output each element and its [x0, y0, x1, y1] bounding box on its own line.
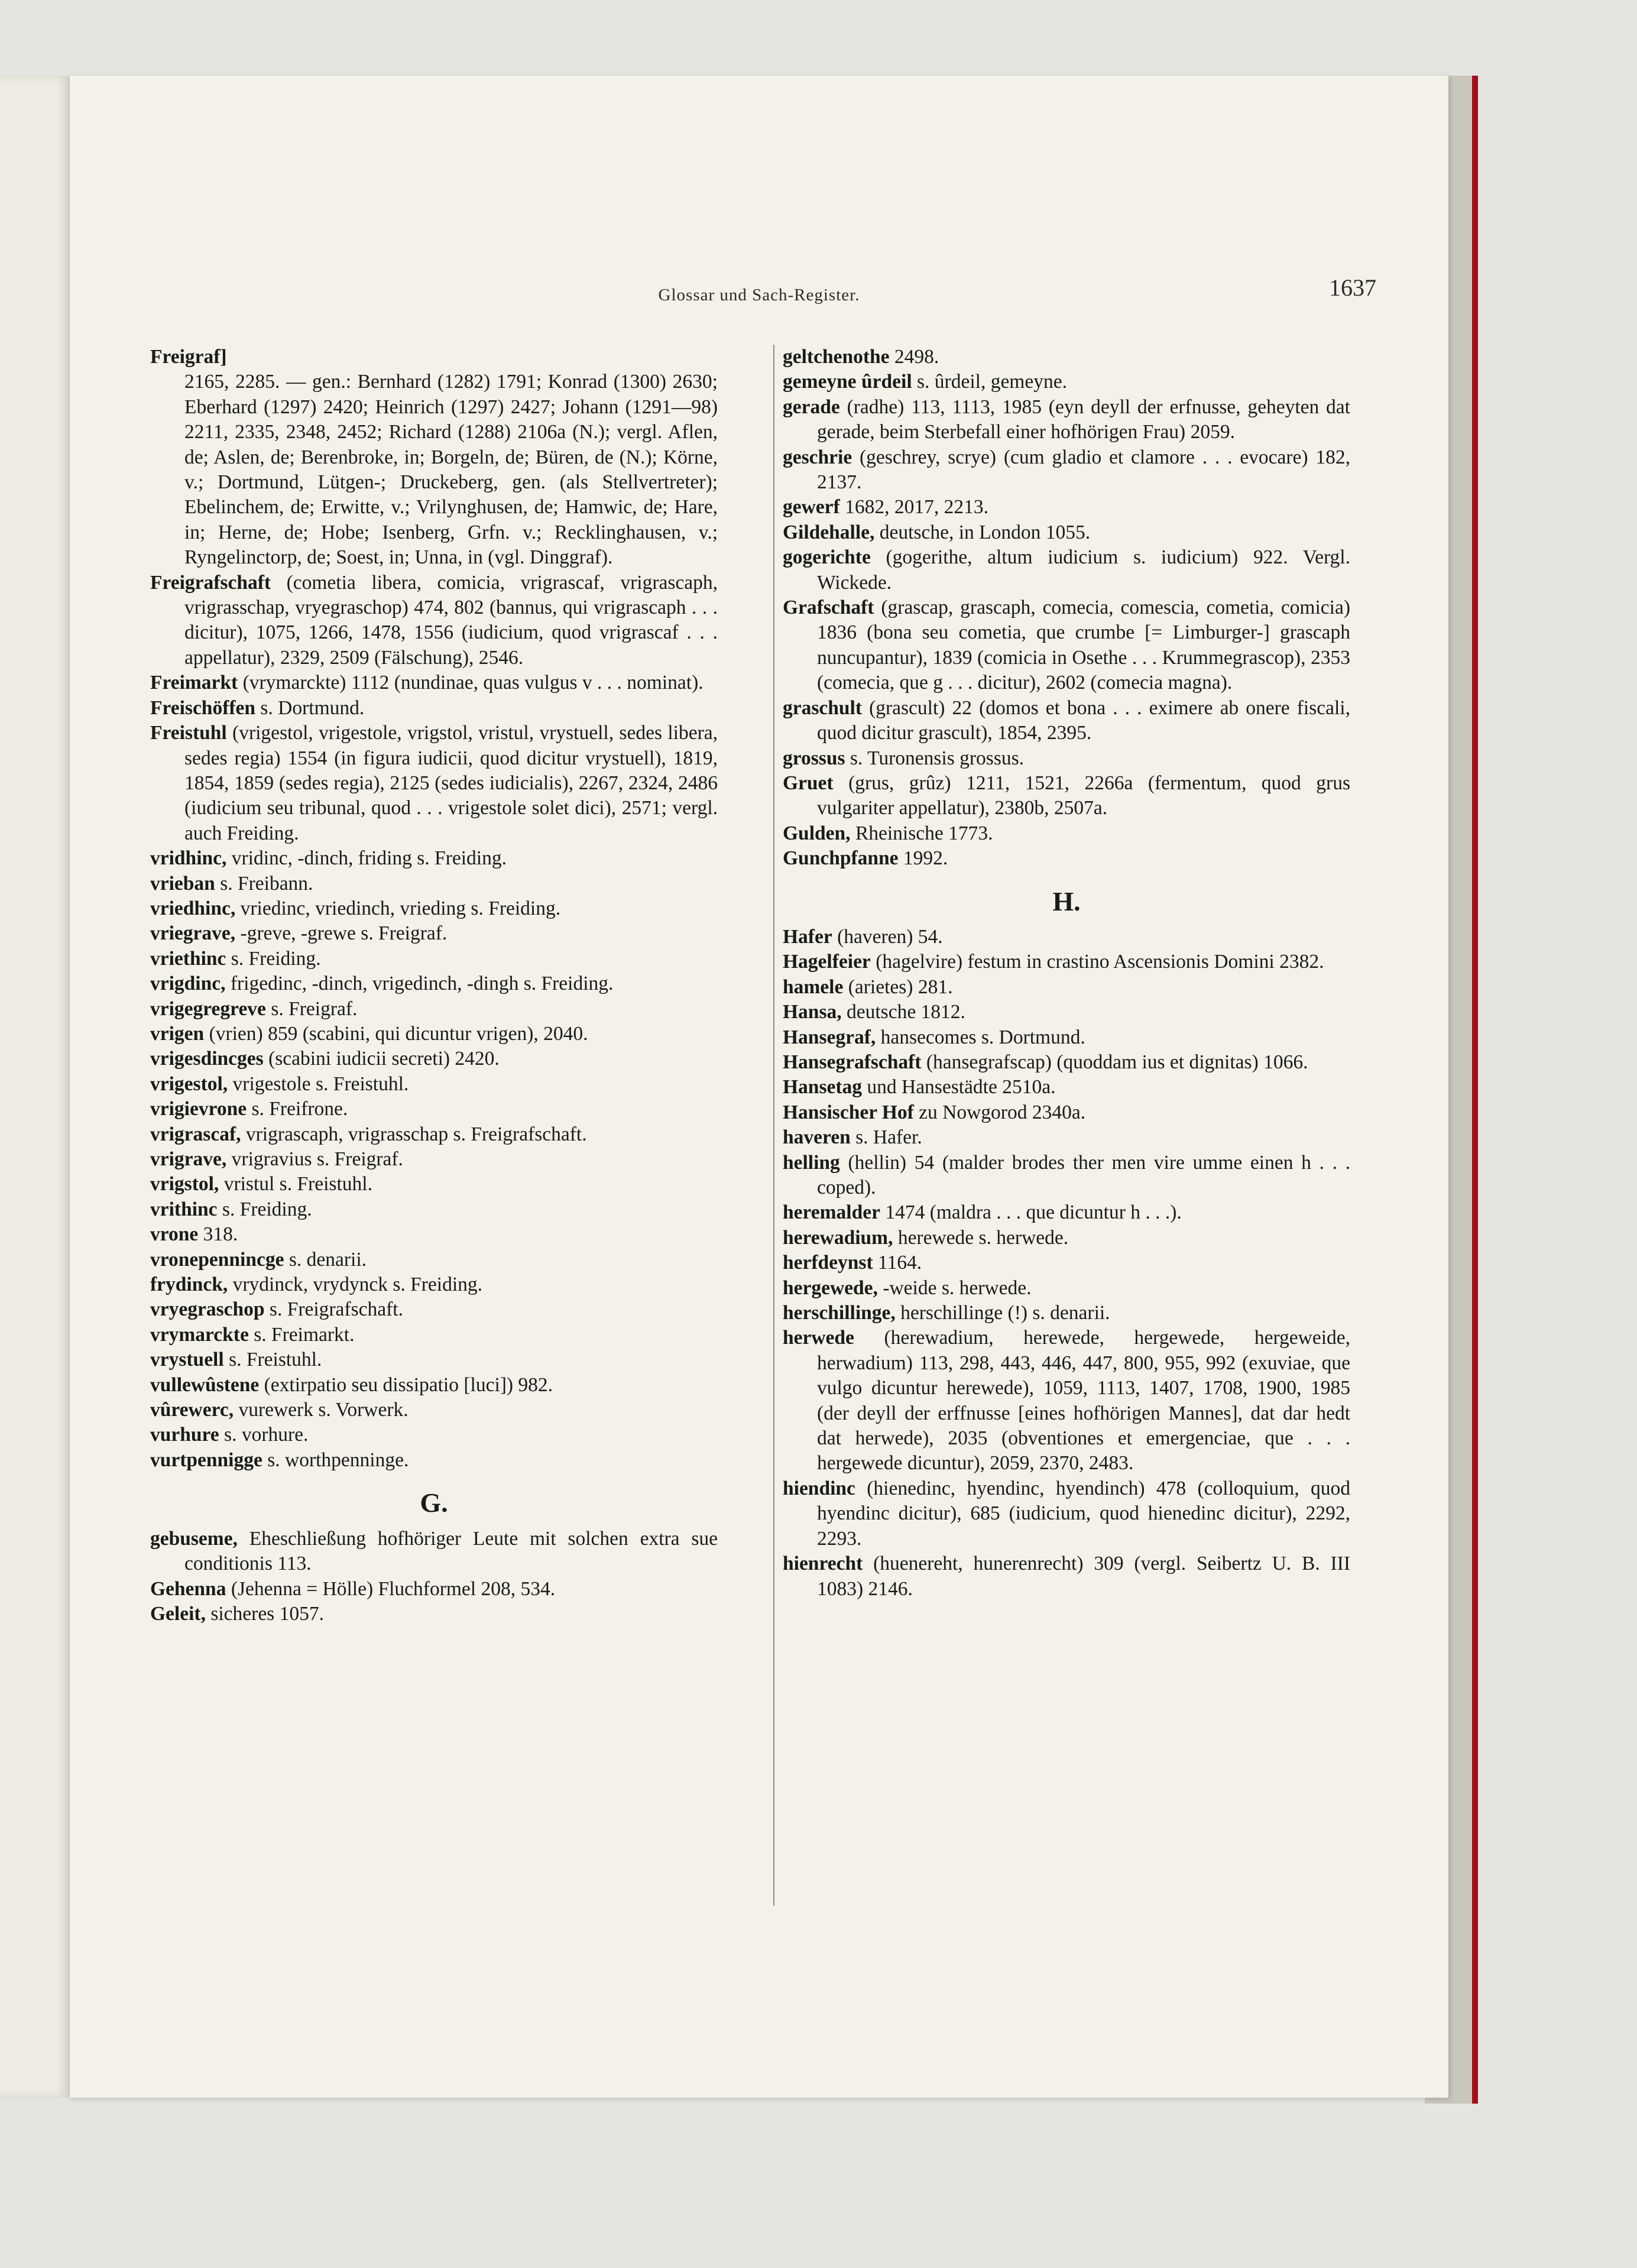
entry-lemma: geltchenothe	[783, 346, 890, 368]
entry-lemma: Hafer	[783, 925, 832, 948]
index-entry	[783, 950, 1350, 974]
index-entry	[150, 871, 718, 896]
entry-text: (herewadium, herewede, hergewede, hergeweide, herwadium) 113, 298, 443, 446, 447, 800, 955, 992 (exuviae, que vulgo dicuntur herewede), 1059, 1113, 1407, 1708, 1900, 1985 (der deyll der erffnusse [eines hofhörigen Mannes], dat dar hedt dat herwede), 2035 (obventiones et emergenciae, que . . . hergewede dicuntur), 2059, 2370, 2483.	[817, 1327, 1350, 1475]
entry-lemma: Hagelfeier	[783, 951, 871, 973]
index-entry	[150, 921, 718, 946]
entry-text: vridinc, -dinch, friding s. Freiding.	[226, 847, 507, 870]
index-entry	[150, 721, 718, 846]
index-entry	[783, 495, 1350, 520]
entry-lemma: vrigrave,	[150, 1148, 227, 1170]
entry-lemma: Gruet	[783, 772, 834, 794]
index-entry	[150, 1323, 718, 1347]
entry-lemma: vrigesdincges	[150, 1048, 264, 1070]
entry-lemma: gogerichte	[783, 546, 871, 569]
entry-text: frigedinc, -dinch, vrigedinch, -dingh s. Freiding.	[225, 973, 614, 995]
entry-lemma: vurtpennigge	[150, 1449, 262, 1471]
column-divider	[773, 345, 774, 1906]
index-entry	[783, 445, 1350, 495]
left-entries-a	[150, 345, 718, 1473]
index-entry	[150, 1577, 718, 1602]
index-entry	[783, 1476, 1350, 1551]
index-entry	[150, 1072, 718, 1097]
entry-lemma: gemeyne ûrdeil	[783, 371, 912, 393]
index-entry	[150, 1297, 718, 1322]
entry-text: s. Freiding.	[226, 947, 321, 970]
index-entry	[783, 395, 1350, 445]
index-entry	[783, 1250, 1350, 1275]
index-entry	[783, 1025, 1350, 1050]
index-entry	[783, 1151, 1350, 1201]
index-entry	[783, 1000, 1350, 1025]
index-entry	[783, 1276, 1350, 1301]
entry-lemma: vrigstol,	[150, 1173, 219, 1195]
entry-lemma: vrymarckte	[150, 1323, 249, 1346]
entry-lemma: frydinck,	[150, 1274, 228, 1296]
entry-text: Eheschließung hofhöriger Leute mit solchen extra sue conditionis 113.	[184, 1527, 718, 1575]
index-entry	[150, 1423, 718, 1447]
entry-lemma: Freigrafschaft	[150, 571, 271, 594]
entry-text: (hagelvire) festum in crastino Ascensionis Domini 2382.	[870, 951, 1324, 973]
index-entry	[783, 520, 1350, 545]
entry-text: s. Dortmund.	[255, 696, 365, 719]
entry-lemma: heremalder	[783, 1201, 880, 1224]
entry-text: (extirpatio seu dissipatio [luci]) 982.	[259, 1373, 553, 1396]
entry-lemma: Grafschaft	[783, 597, 874, 619]
entry-text: und Hansestädte 2510a.	[862, 1076, 1056, 1099]
entry-text: -greve, -grewe s. Freigraf.	[235, 922, 448, 945]
index-entry	[783, 696, 1350, 746]
running-head: Glossar und Sach-Register.	[658, 286, 860, 304]
index-entry	[783, 846, 1350, 871]
index-entry	[783, 925, 1350, 950]
entry-lemma: vullewûstene	[150, 1373, 260, 1396]
entry-lemma: grossus	[783, 747, 845, 769]
entry-text: vristul s. Freistuhl.	[219, 1173, 372, 1195]
index-entry	[783, 771, 1350, 821]
entry-lemma: hergewede,	[783, 1276, 878, 1299]
entry-lemma: herfdeynst	[783, 1252, 873, 1274]
entry-lemma: Freimarkt	[150, 672, 238, 694]
index-entry	[783, 345, 1350, 370]
entry-lemma: hamele	[783, 976, 844, 998]
entry-lemma: vrithinc	[150, 1198, 218, 1220]
entry-lemma: helling	[783, 1151, 840, 1174]
entry-lemma: hiendinc	[783, 1477, 855, 1499]
index-entry	[150, 947, 718, 971]
entry-text: (gogerithe, altum iudicium s. iudicium) 922. Vergl. Wickede.	[817, 546, 1350, 594]
index-entry	[150, 1373, 718, 1398]
entry-text: hansecomes s. Dortmund.	[876, 1026, 1085, 1048]
entry-text: (arietes) 281.	[843, 976, 953, 998]
entry-lemma: vurhure	[150, 1424, 219, 1446]
index-entry	[150, 1222, 718, 1247]
index-entry	[150, 571, 718, 671]
entry-lemma: Hansischer Hof	[783, 1101, 914, 1123]
entry-text: (geschrey, scrye) (cum gladio et clamore . . . evocare) 182, 2137.	[817, 446, 1350, 494]
entry-text: vrigrascaph, vrigrasschap s. Freigrafschaft.	[241, 1123, 587, 1145]
entry-text: (radhe) 113, 1113, 1985 (eyn deyll der erfnusse, geheyten dat gerade, beim Sterbefall einer hofhörigen Frau) 2059.	[817, 396, 1350, 443]
entry-lemma: gerade	[783, 396, 840, 418]
index-entry	[783, 821, 1350, 846]
index-entry	[783, 1075, 1350, 1100]
index-entry	[783, 1301, 1350, 1326]
index-entry	[783, 746, 1350, 771]
entry-lemma: gewerf	[783, 496, 840, 519]
index-entry	[150, 1046, 718, 1071]
entry-text: s. Freigrafschaft.	[264, 1298, 403, 1321]
index-entry	[783, 545, 1350, 595]
entry-text: deutsche 1812.	[841, 1001, 965, 1023]
entry-text: s. Freimarkt.	[248, 1323, 355, 1346]
entry-text: vurewerk s. Vorwerk.	[234, 1399, 409, 1421]
index-entry	[150, 696, 718, 721]
entry-text: s. ûrdeil, gemeyne.	[912, 371, 1067, 393]
entry-lemma: vûrewerc,	[150, 1399, 234, 1421]
entry-lemma: Gunchpfanne	[783, 847, 899, 870]
index-entry	[150, 1602, 718, 1627]
entry-text: s. denarii.	[284, 1248, 367, 1271]
entry-lemma: Hansa,	[783, 1001, 842, 1023]
entry-text: vrigravius s. Freigraf.	[226, 1148, 403, 1170]
entry-lemma: Geleit,	[150, 1602, 206, 1625]
entry-lemma: vrystuell	[150, 1349, 224, 1371]
entry-lemma: geschrie	[783, 446, 852, 468]
right-column	[783, 345, 1350, 1602]
right-entries-a	[783, 345, 1350, 871]
entry-lemma: Gildehalle,	[783, 521, 875, 543]
index-entry	[783, 975, 1350, 1000]
entry-lemma: herewadium,	[783, 1226, 893, 1249]
index-entry	[150, 1122, 718, 1147]
index-entry	[150, 1172, 718, 1197]
entry-text: s. Freibann.	[215, 872, 313, 895]
entry-text: (grus, grûz) 1211, 1521, 2266a (fermentum, quod grus vulgariter appellatur), 2380b, 2507a.	[817, 772, 1350, 819]
entry-lemma: Hansetag	[783, 1076, 862, 1099]
entry-text: Rheinische 1773.	[850, 822, 993, 844]
entry-lemma: herwede	[783, 1327, 854, 1349]
index-entry	[150, 997, 718, 1022]
entry-text: (haveren) 54.	[832, 925, 943, 948]
index-entry	[150, 846, 718, 871]
entry-text: (grascult) 22 (domos et bona . . . eximere ab onere fiscali, quod dicitur grascult), 1854, 2395.	[817, 696, 1350, 744]
entry-text: s. worthpenninge.	[262, 1449, 409, 1471]
section-letter-g: G.	[420, 1488, 448, 1518]
entry-text: (vrigestol, vrigestole, vrigstol, vristul, vrystuell, sedes libera, sedes regia) 1554 (in figura iudicii, quod dicitur vrystuell), 1819, 1854, 1859 (sedes regia), 2125 (sedes iudicialis), 2267, 2324, 2486 (iudicium seu tribunal, quod . . . vrigestole solet dici), 2571; vergl. auch Freiding.	[184, 722, 718, 844]
index-entry	[783, 1050, 1350, 1075]
entry-lemma: Gehenna	[150, 1577, 226, 1600]
entry-text: 318.	[198, 1223, 238, 1246]
entry-text: s. Hafer.	[850, 1126, 922, 1149]
entry-lemma: Gulden,	[783, 822, 851, 844]
entry-text: 1682, 2017, 2213.	[839, 496, 988, 519]
index-entry	[783, 1226, 1350, 1250]
entry-text: deutsche, in London 1055.	[874, 521, 1091, 543]
index-entry	[783, 1200, 1350, 1225]
entry-lemma: vrigdinc,	[150, 973, 226, 995]
entry-lemma: Hansegrafschaft	[783, 1051, 922, 1073]
entry-text: s. Turonensis grossus.	[845, 747, 1025, 769]
index-entry	[150, 1347, 718, 1372]
entry-text: vrigestole s. Freistuhl.	[228, 1073, 409, 1095]
entry-text: (grascap, grascaph, comecia, comescia, cometia, comicia) 1836 (bona seu cometia, que crumbe [= Limburger-] grascaph nuncupantur), 1839 (comicia in Osethe . . . Krummegrascop), 2353 (comecia, que g . . . dicitur), 2602 (comecia magna).	[817, 597, 1350, 694]
entry-lemma: Freigraf]	[150, 346, 227, 368]
index-entry	[150, 1248, 718, 1272]
entry-text: s. Freistuhl.	[223, 1349, 322, 1371]
entry-text: herewede s. herwede.	[893, 1226, 1069, 1249]
entry-text: vriedinc, vriedinch, vrieding s. Freiding.	[235, 897, 561, 919]
entry-text: s. Freigraf.	[265, 997, 358, 1020]
entry-text: 1474 (maldra . . . que dicuntur h . . .).	[880, 1201, 1182, 1224]
entry-lemma: vrigen	[150, 1022, 205, 1045]
entry-text: s. Freifrone.	[247, 1098, 348, 1120]
entry-lemma: Freischöffen	[150, 696, 256, 719]
entry-text: (vrymarckte) 1112 (nundinae, quas vulgus v . . . nominat).	[238, 672, 704, 694]
index-entry	[783, 1125, 1350, 1150]
entry-text: (cometia libera, comicia, vrigrascaf, vrigrascaph, vrigrasschap, vryegraschop) 474, 802 (bannus, qui vrigrascaph . . . dicitur), 1075, 1266, 1478, 1556 (iudicium, quod vrigrascaf . . . appellatur), 2329, 2509 (Fälschung), 2546.	[184, 571, 718, 669]
entry-text: zu Nowgorod 2340a.	[913, 1101, 1086, 1123]
left-entries-b	[150, 1527, 718, 1627]
entry-lemma: Freistuhl	[150, 722, 227, 744]
index-entry	[150, 971, 718, 996]
entry-text: 1992.	[898, 847, 948, 870]
page-number: 1637	[1329, 274, 1376, 301]
index-entry	[150, 370, 718, 570]
entry-text: herschillinge (!) s. denarii.	[895, 1302, 1110, 1324]
index-entry	[150, 1097, 718, 1122]
entry-text: vrydinck, vrydynck s. Freiding.	[228, 1274, 483, 1296]
entry-lemma: vriedhinc,	[150, 897, 236, 919]
entry-text: 2498.	[889, 346, 939, 368]
entry-text: -weide s. herwede.	[877, 1276, 1032, 1299]
entry-text: (scabini iudicii secreti) 2420.	[263, 1048, 500, 1070]
entry-text: (Jehenna = Hölle) Fluchformel 208, 534.	[226, 1577, 556, 1600]
index-entry	[150, 1147, 718, 1172]
entry-lemma: vriegrave,	[150, 922, 236, 945]
entry-lemma: vrieban	[150, 872, 215, 895]
index-entry	[783, 595, 1350, 696]
entry-lemma: Hansegraf,	[783, 1026, 876, 1048]
entry-text: 1164.	[873, 1252, 922, 1274]
entry-lemma: vryegraschop	[150, 1298, 265, 1321]
entry-text: s. vorhure.	[219, 1424, 309, 1446]
left-column	[150, 345, 718, 1627]
index-entry	[150, 1197, 718, 1222]
entry-lemma: vriethinc	[150, 947, 226, 970]
entry-text: s. Freiding.	[217, 1198, 312, 1220]
index-entry	[783, 370, 1350, 394]
entry-text: (huenereht, hunerenrecht) 309 (vergl. Seibertz U. B. III 1083) 2146.	[817, 1553, 1350, 1600]
entry-lemma: haveren	[783, 1126, 851, 1149]
index-entry	[150, 670, 718, 695]
index-entry	[150, 1272, 718, 1297]
entry-text: (hellin) 54 (malder brodes ther men vire umme einen h . . . coped).	[817, 1151, 1350, 1198]
index-entry	[783, 1326, 1350, 1476]
index-entry	[783, 1100, 1350, 1125]
entry-lemma: hienrecht	[783, 1553, 863, 1575]
book-page	[70, 76, 1448, 2098]
entry-text: (hansegrafscap) (quoddam ius et dignitas) 1066.	[921, 1051, 1308, 1073]
entry-lemma: vrigegregreve	[150, 997, 266, 1020]
entry-lemma: vrone	[150, 1223, 199, 1246]
entry-text: (hienedinc, hyendinc, hyendinch) 478 (colloquium, quod hyendinc dicitur), 685 (iudicium, quod hienedinc dicitur), 2292, 2293.	[817, 1477, 1350, 1550]
index-entry	[150, 345, 718, 370]
left-page-edge	[0, 76, 70, 2098]
entry-text: sicheres 1057.	[205, 1602, 324, 1625]
entry-lemma: vrigievrone	[150, 1098, 247, 1120]
right-entries-b	[783, 925, 1350, 1602]
index-entry	[150, 1398, 718, 1423]
entry-lemma: vridhinc,	[150, 847, 227, 870]
index-entry	[783, 1551, 1350, 1602]
entry-lemma: graschult	[783, 696, 862, 719]
entry-text: 2165, 2285. — gen.: Bernhard (1282) 1791; Konrad (1300) 2630; Eberhard (1297) 2420; Heinrich (1297) 2427; Johann (1291—98) 2211, 2335, 2348, 2452; Richard (1288) 2106a (N.); vergl. Aflen, de; Aslen, de; Berenbroke, in; Borgeln, de; Büren, de (N.); Körne, v.; Dortmund, Lütgen-; Druckeberg, gen. (als Stellvertreter); Ebelinchem, de; Erwitte, v.; Vrilynghusen, de; Hamwic, de; Hare, in; Herne, de; Hobe; Isenberg, Grfn. v.; Recklinghausen, v.; Ryngelinctorp, de; Soest, in; Unna, in (vgl. Dinggraf).	[184, 371, 718, 569]
entry-lemma: gebuseme,	[150, 1527, 238, 1550]
index-entry	[150, 1022, 718, 1046]
entry-lemma: herschillinge,	[783, 1302, 896, 1324]
entry-lemma: vronepennincge	[150, 1248, 284, 1271]
index-entry	[150, 1527, 718, 1577]
entry-lemma: vrigrascaf,	[150, 1123, 241, 1145]
entry-text: (vrien) 859 (scabini, qui dicuntur vrigen), 2040.	[204, 1022, 588, 1045]
section-letter-h: H.	[1052, 886, 1081, 916]
index-entry	[150, 896, 718, 921]
index-entry	[150, 1448, 718, 1473]
entry-lemma: vrigestol,	[150, 1073, 228, 1095]
